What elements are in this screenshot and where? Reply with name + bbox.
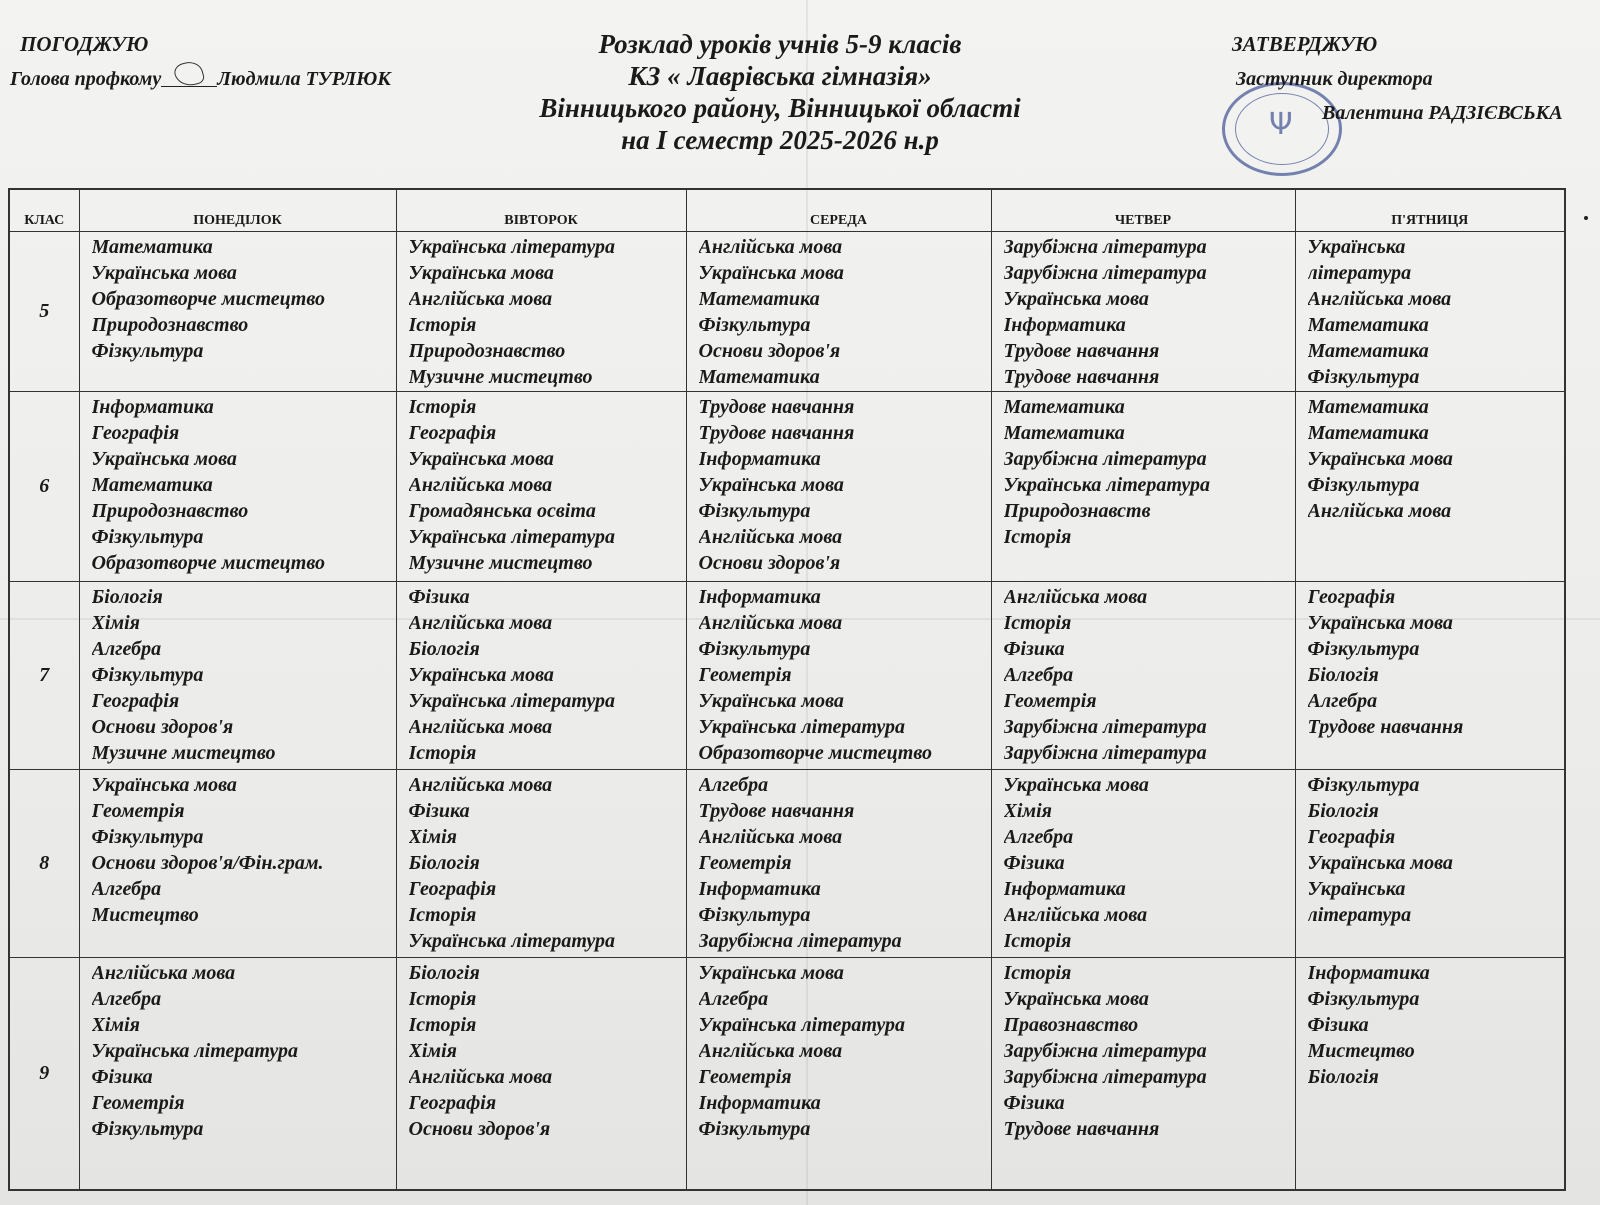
lesson-item: Історія	[1003, 526, 1072, 548]
lesson-item: Інформатика	[698, 878, 821, 900]
lesson-item: Українська література	[408, 930, 616, 952]
lesson-item: Алгебра	[91, 988, 162, 1010]
lesson-item: Українська мова	[1003, 774, 1149, 796]
lesson-item: Фізкультура	[1307, 988, 1420, 1010]
lesson-item: Фізкультура	[698, 904, 811, 926]
day-cell	[686, 770, 991, 958]
column-header: СЕРЕДА	[686, 189, 991, 232]
title-line: КЗ « Лаврівська гімназія»	[628, 61, 932, 91]
lesson-item: Образотворче мистецтво	[91, 552, 326, 574]
lesson-item: Українська література	[1003, 474, 1211, 496]
lesson-item: Англійська мова	[408, 474, 553, 496]
page-mark	[1584, 216, 1588, 220]
lesson-item: Зарубіжна література	[1003, 448, 1207, 470]
lesson-item: Алгебра	[698, 774, 769, 796]
day-cell	[396, 582, 686, 770]
lesson-item: Фізика	[1003, 1092, 1065, 1114]
lesson-item: Англійська мова	[408, 288, 553, 310]
lesson-item: Історія	[1003, 962, 1072, 984]
lesson-item: Англійська мова	[698, 612, 843, 634]
class-number: 8	[9, 770, 79, 958]
lesson-item: Геометрія	[91, 1092, 185, 1114]
lesson-item: Українська мова	[1307, 852, 1453, 874]
lesson-item: Образотворче мистецтво	[698, 742, 933, 764]
lesson-item: Алгебра	[91, 638, 162, 660]
lesson-item: Англійська мова	[698, 1040, 843, 1062]
lesson-item: Хімія	[91, 612, 140, 634]
lesson-item: Українська мова	[91, 448, 237, 470]
lesson-item: Українська	[1307, 236, 1406, 258]
lesson-item: Зарубіжна література	[1003, 1040, 1207, 1062]
lesson-item: Фізкультура	[91, 826, 204, 848]
lesson-item: Фізкультура	[91, 526, 204, 548]
day-cell	[686, 958, 991, 1190]
class-number: 7	[9, 582, 79, 770]
lesson-item: Мистецтво	[1307, 1040, 1415, 1062]
table-row	[9, 582, 1565, 770]
lesson-item: Математика	[1307, 396, 1429, 418]
lesson-item: Англійська мова	[698, 236, 843, 258]
lesson-item: Українська мова	[408, 448, 554, 470]
day-cell	[79, 582, 396, 770]
lesson-item: Фізика	[1307, 1014, 1369, 1036]
agree-label: ПОГОДЖУЮ	[20, 32, 149, 56]
title-line: на І семестр 2025-2026 н.р	[621, 125, 939, 155]
lesson-item: Громадянська освіта	[408, 500, 596, 522]
lesson-item: Історія	[1003, 930, 1072, 952]
lesson-item: Зарубіжна література	[1003, 262, 1207, 284]
approve-name: Валентина РАДЗІЄВСЬКА	[1322, 102, 1563, 124]
lesson-item: Інформатика	[698, 586, 821, 608]
lesson-item: Хімія	[408, 826, 457, 848]
lesson-item: Трудове навчання	[1307, 716, 1464, 738]
lesson-item: література	[1307, 262, 1412, 284]
lesson-item: Геометрія	[1003, 690, 1097, 712]
lesson-item: Українська мова	[1003, 288, 1149, 310]
lesson-item: Геометрія	[698, 1066, 792, 1088]
lesson-item: Біологія	[1307, 800, 1379, 822]
lesson-item: Українська література	[698, 716, 906, 738]
lesson-item: Українська	[1307, 878, 1406, 900]
lesson-item: Фізкультура	[1307, 638, 1420, 660]
lesson-item: Математика	[91, 236, 213, 258]
lesson-item: Музичне мистецтво	[408, 366, 593, 388]
lesson-item: Фізкультура	[698, 1118, 811, 1140]
lesson-item: Трудове навчання	[1003, 340, 1160, 362]
lesson-item: Фізкультура	[1307, 366, 1420, 388]
lesson-item: Фізика	[91, 1066, 153, 1088]
lesson-item: Фізкультура	[698, 314, 811, 336]
schedule-table	[8, 188, 1566, 1191]
lesson-item: Інформатика	[1307, 962, 1430, 984]
class-number: 9	[9, 958, 79, 1190]
lesson-item: Історія	[1003, 612, 1072, 634]
day-cell	[1295, 582, 1565, 770]
day-cell	[686, 392, 991, 582]
lesson-item: Зарубіжна література	[698, 930, 902, 952]
title-line: Вінницького району, Вінницької області	[539, 93, 1021, 123]
day-cell	[79, 232, 396, 392]
lesson-item: Біологія	[408, 852, 480, 874]
lesson-item: Зарубіжна література	[1003, 742, 1207, 764]
lesson-item: Фізкультура	[1307, 774, 1420, 796]
approve-label: ЗАТВЕРДЖУЮ	[1232, 32, 1378, 56]
class-number: 6	[9, 392, 79, 582]
lesson-item: Історія	[408, 314, 477, 336]
lesson-item: Алгебра	[1003, 664, 1074, 686]
lesson-item: Англійська мова	[1307, 500, 1452, 522]
table-row	[9, 392, 1565, 582]
lesson-item: Інформатика	[698, 448, 821, 470]
day-cell	[79, 958, 396, 1190]
column-header: ЧЕТВЕР	[991, 189, 1295, 232]
lesson-item: Математика	[698, 366, 820, 388]
lesson-item: Фізкультура	[91, 664, 204, 686]
lesson-item: Інформатика	[1003, 314, 1126, 336]
lesson-item: Природознавство	[408, 340, 566, 362]
day-cell	[396, 392, 686, 582]
lesson-item: Англійська мова	[698, 526, 843, 548]
lesson-item: Природознавство	[91, 314, 249, 336]
lesson-item: Алгебра	[1307, 690, 1378, 712]
table-header-row	[9, 189, 1565, 232]
day-cell	[396, 232, 686, 392]
class-number: 5	[9, 232, 79, 392]
table-row	[9, 770, 1565, 958]
lesson-item: Музичне мистецтво	[408, 552, 593, 574]
document-title	[460, 28, 1100, 156]
lesson-item: Українська мова	[698, 962, 844, 984]
lesson-item: Українська мова	[698, 474, 844, 496]
table-row	[9, 232, 1565, 392]
lesson-item: Трудове навчання	[1003, 1118, 1160, 1140]
lesson-item: Хімія	[408, 1040, 457, 1062]
lesson-item: Англійська мова	[91, 962, 236, 984]
lesson-item: Фізкультура	[91, 340, 204, 362]
lesson-item: Фізика	[1003, 852, 1065, 874]
seal-stamp-icon: Ψ	[1222, 82, 1342, 176]
agree-person: Голова профкому	[10, 68, 162, 90]
lesson-item: Фізкультура	[698, 638, 811, 660]
agree-name: Людмила ТУРЛЮК	[217, 68, 391, 90]
lesson-item: Англійська мова	[698, 826, 843, 848]
lesson-item: Математика	[1003, 396, 1125, 418]
day-cell	[396, 770, 686, 958]
lesson-item: Образотворче мистецтво	[91, 288, 326, 310]
lesson-item: Зарубіжна література	[1003, 236, 1207, 258]
lesson-item: Основи здоров'я	[91, 716, 234, 738]
day-cell	[991, 232, 1295, 392]
lesson-item: Інформатика	[1003, 878, 1126, 900]
lesson-item: Фізика	[408, 800, 470, 822]
lesson-item: Трудове навчання	[1003, 366, 1160, 388]
lesson-item: Математика	[91, 474, 213, 496]
lesson-item: Інформатика	[698, 1092, 821, 1114]
lesson-item: Мистецтво	[91, 904, 199, 926]
agree-signatory	[10, 66, 391, 91]
day-cell	[396, 958, 686, 1190]
day-cell	[686, 232, 991, 392]
lesson-item: Історія	[408, 396, 477, 418]
signature-icon	[161, 68, 217, 87]
table-row	[9, 958, 1565, 1190]
lesson-item: Українська мова	[408, 664, 554, 686]
lesson-item: Українська мова	[1307, 448, 1453, 470]
lesson-item: Зарубіжна література	[1003, 716, 1207, 738]
lesson-item: Біологія	[1307, 664, 1379, 686]
lesson-item: Геометрія	[698, 852, 792, 874]
lesson-item: Хімія	[1003, 800, 1052, 822]
lesson-item: Алгебра	[698, 988, 769, 1010]
lesson-item: Англійська мова	[1307, 288, 1452, 310]
column-header: ВІВТОРОК	[396, 189, 686, 232]
lesson-item: Геометрія	[698, 664, 792, 686]
lesson-item: Англійська мова	[408, 774, 553, 796]
day-cell	[991, 770, 1295, 958]
lesson-item: Українська мова	[698, 690, 844, 712]
lesson-item: Трудове навчання	[698, 422, 855, 444]
day-cell	[1295, 770, 1565, 958]
lesson-item: Українська література	[408, 236, 616, 258]
day-cell	[991, 392, 1295, 582]
lesson-item: Українська мова	[1003, 988, 1149, 1010]
lesson-item: Історія	[408, 1014, 477, 1036]
lesson-item: Англійська мова	[408, 612, 553, 634]
lesson-item: Математика	[1307, 422, 1429, 444]
lesson-item: Українська література	[91, 1040, 299, 1062]
lesson-item: Основи здоров'я/Фін.грам.	[91, 852, 324, 874]
lesson-item: Історія	[408, 904, 477, 926]
lesson-item: Історія	[408, 742, 477, 764]
lesson-item: Біологія	[408, 962, 480, 984]
lesson-item: Історія	[408, 988, 477, 1010]
lesson-item: Фізкультура	[1307, 474, 1420, 496]
lesson-item: Українська література	[408, 526, 616, 548]
lesson-item: Українська література	[698, 1014, 906, 1036]
lesson-item: Біологія	[91, 586, 163, 608]
lesson-item: Фізика	[1003, 638, 1065, 660]
lesson-item: Основи здоров'я	[698, 552, 841, 574]
column-header: КЛАС	[9, 189, 79, 232]
lesson-item: Українська література	[408, 690, 616, 712]
title-line: Розклад уроків учнів 5-9 класів	[598, 29, 962, 59]
day-cell	[1295, 392, 1565, 582]
lesson-item: Українська мова	[408, 262, 554, 284]
day-cell	[79, 770, 396, 958]
day-cell	[79, 392, 396, 582]
column-header: ПОНЕДІЛОК	[79, 189, 396, 232]
lesson-item: Українська мова	[91, 774, 237, 796]
lesson-item: Музичне мистецтво	[91, 742, 276, 764]
lesson-item: Математика	[698, 288, 820, 310]
lesson-item: Українська мова	[698, 262, 844, 284]
day-cell	[1295, 958, 1565, 1190]
lesson-item: Фізика	[408, 586, 470, 608]
lesson-item: Фізкультура	[91, 1118, 204, 1140]
lesson-item: Географія	[91, 422, 180, 444]
lesson-item: Інформатика	[91, 396, 214, 418]
lesson-item: Географія	[1307, 586, 1396, 608]
day-cell	[1295, 232, 1565, 392]
lesson-item: Алгебра	[91, 878, 162, 900]
lesson-item: Фізкультура	[698, 500, 811, 522]
lesson-item: Англійська мова	[1003, 904, 1148, 926]
lesson-item: Біологія	[1307, 1066, 1379, 1088]
lesson-item: Природознавство	[91, 500, 249, 522]
lesson-item: Математика	[1003, 422, 1125, 444]
approve-position: Заступник директора	[1236, 68, 1433, 90]
lesson-item: Математика	[1307, 314, 1429, 336]
lesson-item: Алгебра	[1003, 826, 1074, 848]
lesson-item: Географія	[408, 1092, 497, 1114]
lesson-item: Англійська мова	[408, 1066, 553, 1088]
lesson-item: Географія	[408, 878, 497, 900]
lesson-item: Зарубіжна література	[1003, 1066, 1207, 1088]
day-cell	[991, 958, 1295, 1190]
lesson-item: Українська мова	[91, 262, 237, 284]
lesson-item: Основи здоров'я	[408, 1118, 551, 1140]
lesson-item: Правознавство	[1003, 1014, 1139, 1036]
lesson-item: література	[1307, 904, 1412, 926]
lesson-item: Хімія	[91, 1014, 140, 1036]
lesson-item: Трудове навчання	[698, 396, 855, 418]
lesson-item: Географія	[91, 690, 180, 712]
lesson-item: Географія	[408, 422, 497, 444]
lesson-item: Основи здоров'я	[698, 340, 841, 362]
lesson-item: Англійська мова	[408, 716, 553, 738]
lesson-item: Математика	[1307, 340, 1429, 362]
column-header: П'ЯТНИЦЯ	[1295, 189, 1565, 232]
lesson-item: Англійська мова	[1003, 586, 1148, 608]
lesson-item: Українська мова	[1307, 612, 1453, 634]
lesson-item: Природознавств	[1003, 500, 1151, 522]
lesson-item: Геометрія	[91, 800, 185, 822]
day-cell	[686, 582, 991, 770]
day-cell	[991, 582, 1295, 770]
lesson-item: Біологія	[408, 638, 480, 660]
lesson-item: Трудове навчання	[698, 800, 855, 822]
lesson-item: Географія	[1307, 826, 1396, 848]
